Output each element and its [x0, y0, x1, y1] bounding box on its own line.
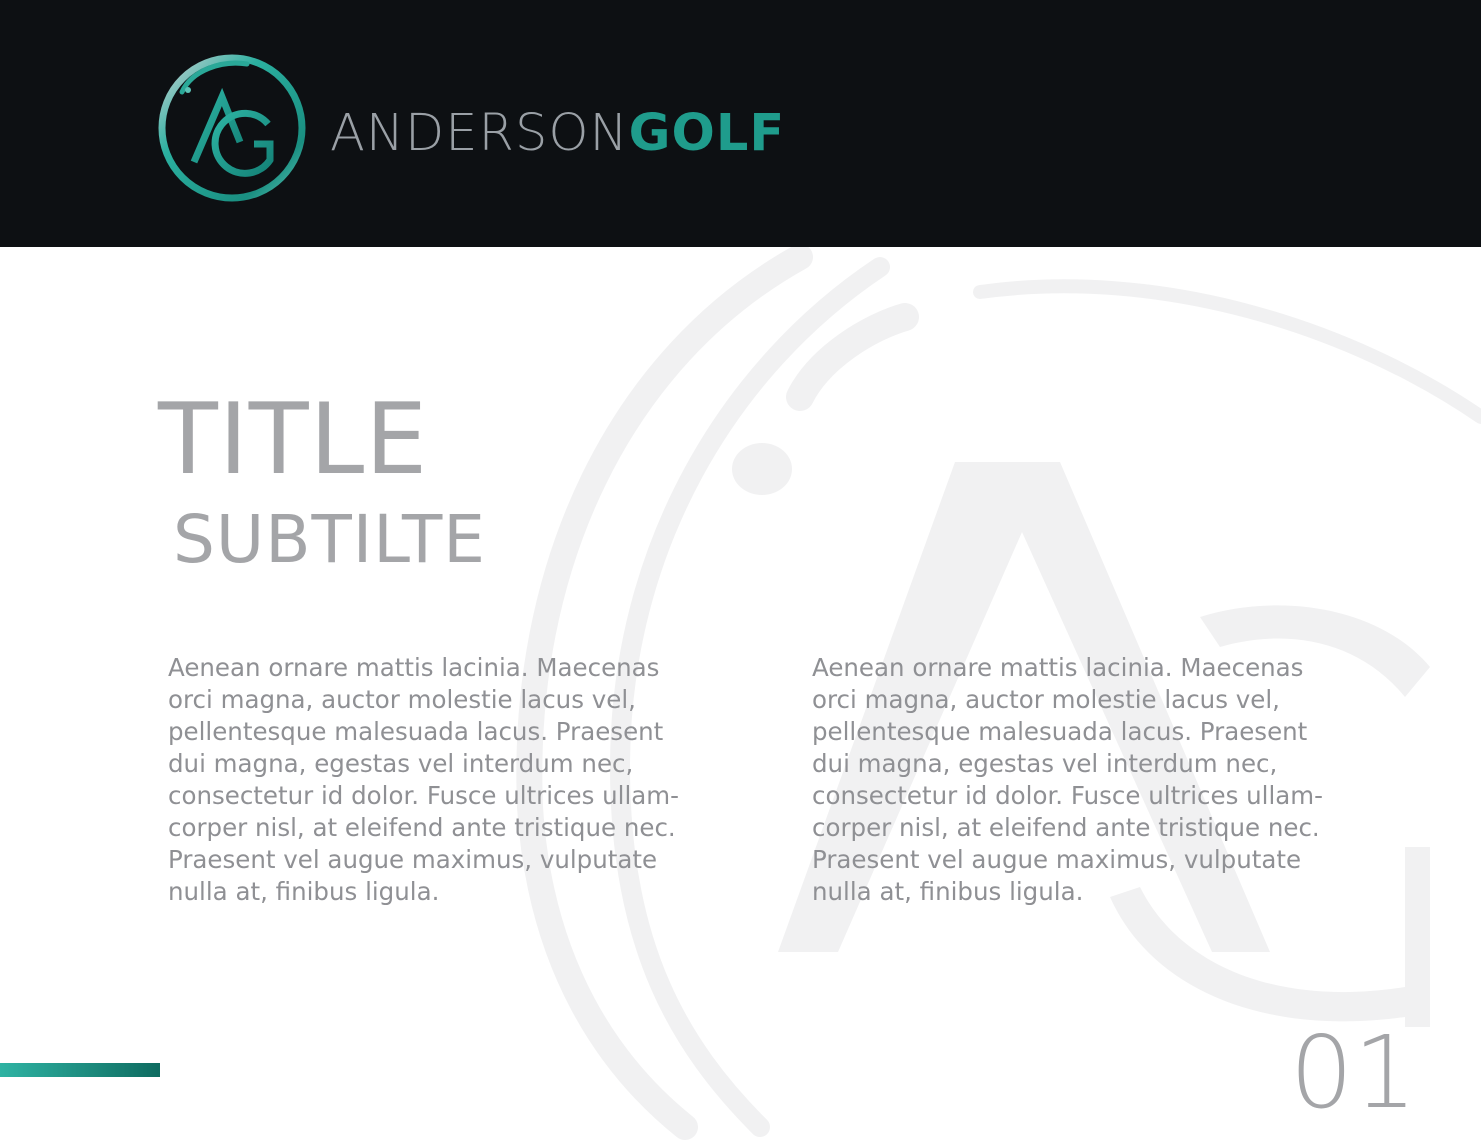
body-column-left: Aenean ornare mattis lacinia. Maecenas orci magna, auctor molestie lacus vel, pellentesque malesuada lacus. Praesent dui magna, egestas vel interdum nec, consectetur id dolor. Fusce ultrices ullam- corper nisl, at eleifend ante tristique nec. Praesent vel augue maximus, vulputate nulla at, finibus ligula. [168, 653, 680, 906]
header-band [0, 0, 1481, 247]
brand-wordmark [330, 104, 785, 164]
accent-bar [0, 1063, 160, 1077]
ag-monogram-icon [152, 52, 312, 204]
body-column-right: Aenean ornare mattis lacinia. Maecenas orci magna, auctor molestie lacus vel, pellentesque malesuada lacus. Praesent dui magna, egestas vel interdum nec, consectetur id dolor. Fusce ultrices ullam- corper nisl, at eleifend ante tristique nec. Praesent vel augue maximus, vulputate nulla at, finibus ligula. [812, 653, 1324, 906]
page-subtitle: SUBTILTE [173, 501, 486, 578]
page-number: 01 [1289, 1014, 1417, 1131]
page-title: TITLE [158, 383, 429, 497]
brand-name-golf: GOLF [628, 104, 786, 163]
brand-name-anderson: ANDERSON [330, 104, 629, 163]
